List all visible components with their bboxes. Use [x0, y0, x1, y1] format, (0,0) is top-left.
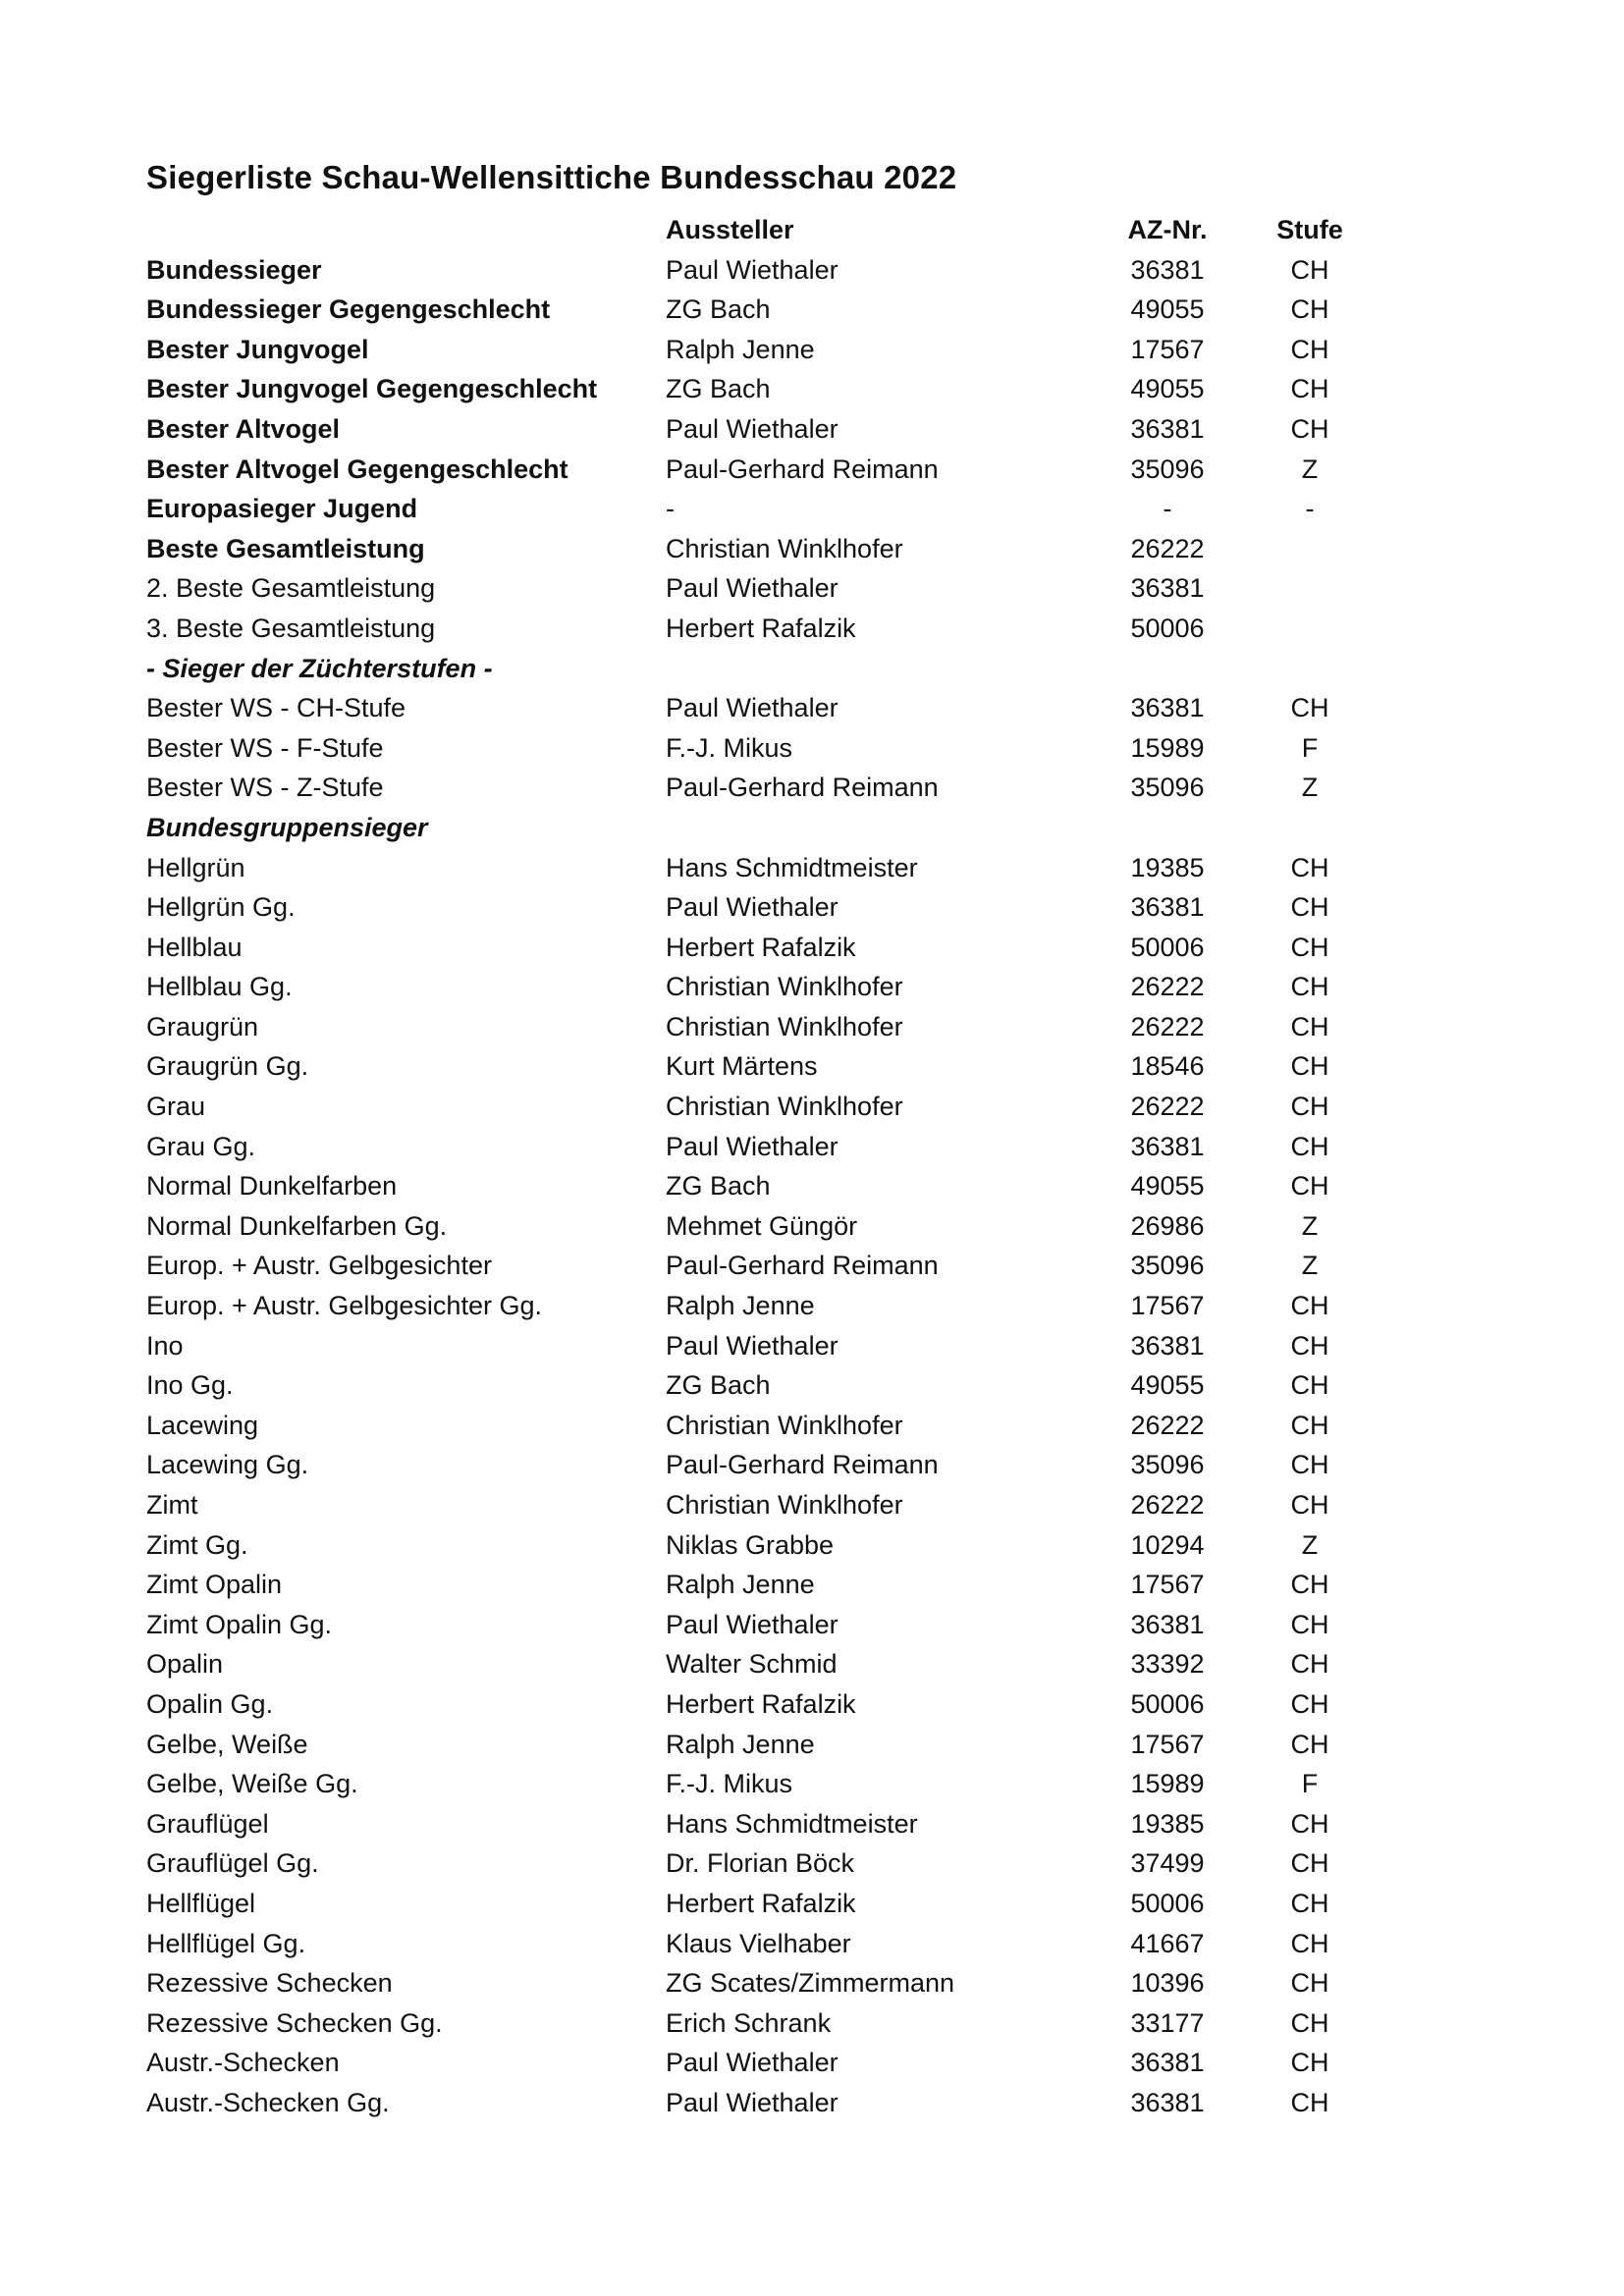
row-aussteller: Christian Winklhofer	[666, 1490, 903, 1520]
table-row	[146, 369, 1383, 409]
row-aussteller: Paul Wiethaler	[666, 2048, 839, 2078]
row-stufe: CH	[1290, 1609, 1329, 1639]
row-category: Europasieger Jugend	[146, 494, 418, 524]
row-category: Zimt Gg.	[146, 1529, 248, 1560]
row-aussteller: Paul Wiethaler	[666, 892, 839, 923]
row-category: Bester Altvogel	[146, 413, 341, 444]
row-stufe: F	[1301, 1769, 1319, 1799]
row-category: Gelbe, Weiße	[146, 1729, 308, 1759]
row-category: Hellblau Gg.	[146, 972, 293, 1002]
row-az-nr: 18546	[1130, 1051, 1205, 1082]
row-category: Lacewing	[146, 1410, 259, 1440]
table-body	[146, 250, 1383, 2123]
row-aussteller: Klaus Vielhaber	[666, 1928, 851, 1958]
table-row	[146, 1684, 1383, 1725]
row-stufe: CH	[1290, 1051, 1329, 1082]
row-category: Austr.-Schecken	[146, 2048, 340, 2078]
row-aussteller: Paul Wiethaler	[666, 1330, 839, 1361]
row-category: Beste Gesamtleistung	[146, 533, 425, 563]
row-stufe: CH	[1290, 1291, 1329, 1321]
table-header-row	[146, 210, 1383, 250]
row-az-nr: 50006	[1130, 1888, 1205, 1918]
table-row	[146, 1206, 1383, 1247]
row-category: Austr.-Schecken Gg.	[146, 2087, 390, 2117]
row-aussteller: Ralph Jenne	[666, 1291, 815, 1321]
section-heading-row	[146, 808, 1383, 848]
row-aussteller: Paul Wiethaler	[666, 413, 839, 444]
row-aussteller: Dr. Florian Böck	[666, 1848, 855, 1879]
row-az-nr: 35096	[1130, 1450, 1205, 1480]
row-aussteller: Niklas Grabbe	[666, 1529, 835, 1560]
row-stufe: CH	[1290, 1450, 1329, 1480]
row-aussteller: Paul-Gerhard Reimann	[666, 454, 939, 484]
row-az-nr: 10396	[1130, 1968, 1205, 1999]
row-aussteller: Herbert Rafalzik	[666, 1888, 856, 1918]
row-az-nr: 36381	[1130, 693, 1205, 723]
row-category: Ino Gg.	[146, 1370, 234, 1401]
row-aussteller: Ralph Jenne	[666, 1570, 815, 1600]
row-aussteller: Christian Winklhofer	[666, 1092, 903, 1122]
row-az-nr: 15989	[1130, 1769, 1205, 1799]
row-category: - Sieger der Züchterstufen -	[146, 653, 493, 683]
row-aussteller: Christian Winklhofer	[666, 533, 903, 563]
row-aussteller: F.-J. Mikus	[666, 732, 793, 763]
row-category: Bester WS - CH-Stufe	[146, 693, 406, 723]
table-row	[146, 489, 1383, 529]
row-aussteller: Christian Winklhofer	[666, 1011, 903, 1041]
table-row	[146, 1884, 1383, 1924]
row-az-nr: 36381	[1130, 1330, 1205, 1361]
row-category: Grauflügel Gg.	[146, 1848, 319, 1879]
row-az-nr: 37499	[1130, 1848, 1205, 1879]
row-category: Graugrün	[146, 1011, 259, 1041]
row-category: 3. Beste Gesamtleistung	[146, 613, 436, 643]
row-stufe: CH	[1290, 254, 1329, 285]
row-aussteller: ZG Bach	[666, 374, 771, 404]
row-stufe: CH	[1290, 2048, 1329, 2078]
row-stufe: -	[1305, 494, 1315, 524]
row-stufe: CH	[1290, 972, 1329, 1002]
row-aussteller: Hans Schmidtmeister	[666, 852, 918, 882]
row-aussteller: Erich Schrank	[666, 2007, 832, 2038]
table-row	[146, 1326, 1383, 1366]
row-category: Europ. + Austr. Gelbgesichter	[146, 1251, 492, 1281]
row-stufe: Z	[1301, 1251, 1319, 1281]
row-stufe: CH	[1290, 1570, 1329, 1600]
row-aussteller: Paul Wiethaler	[666, 254, 839, 285]
row-category: Zimt	[146, 1490, 198, 1520]
row-category: Bundessieger	[146, 254, 322, 285]
row-stufe: CH	[1290, 374, 1329, 404]
row-aussteller: Paul-Gerhard Reimann	[666, 773, 939, 803]
row-category: Hellflügel	[146, 1888, 256, 1918]
row-az-nr: 36381	[1130, 1609, 1205, 1639]
row-aussteller: Ralph Jenne	[666, 334, 815, 364]
row-stufe: CH	[1290, 1330, 1329, 1361]
row-az-nr: 33392	[1130, 1649, 1205, 1680]
table-row	[146, 1166, 1383, 1206]
row-category: Bester Jungvogel Gegengeschlecht	[146, 374, 598, 404]
row-category: Bester WS - F-Stufe	[146, 732, 384, 763]
row-category: Graugrün Gg.	[146, 1051, 309, 1082]
row-category: Ino	[146, 1330, 184, 1361]
section-heading-row	[146, 649, 1383, 689]
row-stufe: F	[1301, 732, 1319, 763]
row-category: Bundesgruppensieger	[146, 812, 428, 842]
row-az-nr: 36381	[1130, 573, 1205, 604]
row-stufe: CH	[1290, 2087, 1329, 2117]
table-row	[146, 529, 1383, 569]
row-category: Gelbe, Weiße Gg.	[146, 1769, 358, 1799]
row-category: Grauflügel	[146, 1808, 269, 1839]
row-category: Zimt Opalin Gg.	[146, 1609, 333, 1639]
table-row	[146, 409, 1383, 450]
row-aussteller: Ralph Jenne	[666, 1729, 815, 1759]
row-category: Opalin	[146, 1649, 224, 1680]
row-stufe: CH	[1290, 932, 1329, 962]
table-row	[146, 1046, 1383, 1087]
row-az-nr: 36381	[1130, 2048, 1205, 2078]
row-stufe: CH	[1290, 892, 1329, 923]
header-stufe: Stufe	[1276, 215, 1343, 244]
row-category: Bester Altvogel Gegengeschlecht	[146, 454, 568, 484]
row-az-nr: 49055	[1130, 374, 1205, 404]
row-stufe: CH	[1290, 1848, 1329, 1879]
row-aussteller: F.-J. Mikus	[666, 1769, 793, 1799]
table-row	[146, 250, 1383, 291]
table-row	[146, 330, 1383, 370]
table-row	[146, 1804, 1383, 1844]
table-row	[146, 1286, 1383, 1326]
table-row	[146, 2043, 1383, 2083]
row-stufe: CH	[1290, 1888, 1329, 1918]
table-row	[146, 1725, 1383, 1765]
row-az-nr: 50006	[1130, 932, 1205, 962]
row-aussteller: Christian Winklhofer	[666, 972, 903, 1002]
row-az-nr: 17567	[1130, 1570, 1205, 1600]
row-category: Bester WS - Z-Stufe	[146, 773, 384, 803]
row-stufe: CH	[1290, 1370, 1329, 1401]
row-aussteller: Herbert Rafalzik	[666, 932, 856, 962]
row-az-nr: 36381	[1130, 2087, 1205, 2117]
row-stufe: CH	[1290, 1808, 1329, 1839]
row-stufe: CH	[1290, 1092, 1329, 1122]
row-category: Lacewing Gg.	[146, 1450, 309, 1480]
winners-table	[146, 210, 1383, 2123]
table-row	[146, 1406, 1383, 1446]
row-aussteller: ZG Scates/Zimmermann	[666, 1968, 955, 1999]
table-row	[146, 1007, 1383, 1047]
row-aussteller: ZG Bach	[666, 1171, 771, 1201]
row-category: Hellgrün	[146, 852, 245, 882]
row-az-nr: -	[1163, 494, 1172, 524]
table-row	[146, 848, 1383, 888]
row-category: Hellblau	[146, 932, 243, 962]
row-category: Hellgrün Gg.	[146, 892, 296, 923]
table-row	[146, 768, 1383, 808]
row-stufe: CH	[1290, 1490, 1329, 1520]
header-az-nr: AZ-Nr.	[1127, 215, 1208, 244]
document-title: Siegerliste Schau-Wellensittiche Bundesschau 2022	[146, 159, 957, 195]
table-row	[146, 2083, 1383, 2123]
row-aussteller: Hans Schmidtmeister	[666, 1808, 918, 1839]
row-az-nr: 17567	[1130, 334, 1205, 364]
row-stufe: Z	[1301, 454, 1319, 484]
table-row	[146, 1365, 1383, 1406]
row-stufe: CH	[1290, 1131, 1329, 1161]
table-row	[146, 1127, 1383, 1167]
row-category: Europ. + Austr. Gelbgesichter Gg.	[146, 1291, 542, 1321]
row-aussteller: Mehmet Güngör	[666, 1210, 858, 1241]
row-az-nr: 26222	[1130, 1410, 1205, 1440]
row-az-nr: 26222	[1130, 533, 1205, 563]
row-stufe: Z	[1301, 1210, 1319, 1241]
row-aussteller: Herbert Rafalzik	[666, 613, 856, 643]
row-stufe: CH	[1290, 1729, 1329, 1759]
row-category: Normal Dunkelfarben	[146, 1171, 398, 1201]
row-stufe: CH	[1290, 294, 1329, 325]
header-aussteller: Aussteller	[666, 215, 794, 244]
table-row	[146, 728, 1383, 769]
row-stufe: CH	[1290, 413, 1329, 444]
row-aussteller: -	[666, 494, 675, 524]
row-az-nr: 17567	[1130, 1291, 1205, 1321]
row-aussteller: ZG Bach	[666, 294, 771, 325]
table-row	[146, 1605, 1383, 1645]
table-row	[146, 928, 1383, 968]
row-aussteller: Paul-Gerhard Reimann	[666, 1450, 939, 1480]
row-az-nr: 49055	[1130, 1171, 1205, 1201]
table-row	[146, 1764, 1383, 1804]
row-stufe: Z	[1301, 773, 1319, 803]
row-az-nr: 26222	[1130, 972, 1205, 1002]
row-az-nr: 35096	[1130, 1251, 1205, 1281]
row-az-nr: 10294	[1130, 1529, 1205, 1560]
row-aussteller: Walter Schmid	[666, 1649, 838, 1680]
row-az-nr: 36381	[1130, 1131, 1205, 1161]
row-aussteller: Paul Wiethaler	[666, 573, 839, 604]
row-category: 2. Beste Gesamtleistung	[146, 573, 436, 604]
row-az-nr: 17567	[1130, 1729, 1205, 1759]
row-category: Normal Dunkelfarben Gg.	[146, 1210, 448, 1241]
table-row	[146, 887, 1383, 928]
row-az-nr: 36381	[1130, 413, 1205, 444]
row-stufe: CH	[1290, 1968, 1329, 1999]
row-stufe: CH	[1290, 1928, 1329, 1958]
row-az-nr: 33177	[1130, 2007, 1205, 2038]
row-category: Bester Jungvogel	[146, 334, 369, 364]
row-az-nr: 19385	[1130, 852, 1205, 882]
row-az-nr: 26222	[1130, 1092, 1205, 1122]
row-az-nr: 15989	[1130, 732, 1205, 763]
row-stufe: CH	[1290, 693, 1329, 723]
row-stufe: CH	[1290, 1410, 1329, 1440]
row-az-nr: 49055	[1130, 294, 1205, 325]
row-category: Grau	[146, 1092, 206, 1122]
row-aussteller: Paul Wiethaler	[666, 1609, 839, 1639]
row-stufe: CH	[1290, 1649, 1329, 1680]
row-category: Bundessieger Gegengeschlecht	[146, 294, 551, 325]
table-row	[146, 290, 1383, 330]
table-row	[146, 568, 1383, 609]
table-row	[146, 1445, 1383, 1485]
row-category: Grau Gg.	[146, 1131, 256, 1161]
table-row	[146, 1963, 1383, 2003]
row-aussteller: Paul Wiethaler	[666, 1131, 839, 1161]
row-aussteller: Herbert Rafalzik	[666, 1688, 856, 1719]
row-category: Opalin Gg.	[146, 1688, 274, 1719]
table-row	[146, 1644, 1383, 1684]
table-row	[146, 609, 1383, 649]
row-stufe: CH	[1290, 2007, 1329, 2038]
table-row	[146, 1525, 1383, 1566]
table-row	[146, 688, 1383, 728]
row-stufe: CH	[1290, 1688, 1329, 1719]
row-az-nr: 35096	[1130, 773, 1205, 803]
row-category: Zimt Opalin	[146, 1570, 283, 1600]
table-row	[146, 1087, 1383, 1127]
row-az-nr: 26222	[1130, 1490, 1205, 1520]
table-row	[146, 1246, 1383, 1286]
row-aussteller: Paul-Gerhard Reimann	[666, 1251, 939, 1281]
table-row	[146, 1485, 1383, 1525]
row-az-nr: 36381	[1130, 254, 1205, 285]
row-az-nr: 50006	[1130, 613, 1205, 643]
row-az-nr: 50006	[1130, 1688, 1205, 1719]
row-az-nr: 19385	[1130, 1808, 1205, 1839]
row-aussteller: Paul Wiethaler	[666, 2087, 839, 2117]
row-az-nr: 41667	[1130, 1928, 1205, 1958]
row-az-nr: 35096	[1130, 454, 1205, 484]
row-stufe: CH	[1290, 1171, 1329, 1201]
row-category: Rezessive Schecken	[146, 1968, 393, 1999]
row-az-nr: 36381	[1130, 892, 1205, 923]
row-stufe: CH	[1290, 1011, 1329, 1041]
row-category: Hellflügel Gg.	[146, 1928, 306, 1958]
table-row	[146, 2003, 1383, 2044]
row-category: Rezessive Schecken Gg.	[146, 2007, 443, 2038]
table-row	[146, 1843, 1383, 1884]
row-aussteller: ZG Bach	[666, 1370, 771, 1401]
row-aussteller: Christian Winklhofer	[666, 1410, 903, 1440]
row-stufe: CH	[1290, 852, 1329, 882]
row-stufe: Z	[1301, 1529, 1319, 1560]
row-az-nr: 49055	[1130, 1370, 1205, 1401]
row-aussteller: Paul Wiethaler	[666, 693, 839, 723]
table-row	[146, 1924, 1383, 1964]
table-row	[146, 450, 1383, 490]
row-aussteller: Kurt Märtens	[666, 1051, 818, 1082]
row-az-nr: 26222	[1130, 1011, 1205, 1041]
table-row	[146, 1565, 1383, 1605]
row-stufe: CH	[1290, 334, 1329, 364]
table-row	[146, 967, 1383, 1007]
row-az-nr: 26986	[1130, 1210, 1205, 1241]
